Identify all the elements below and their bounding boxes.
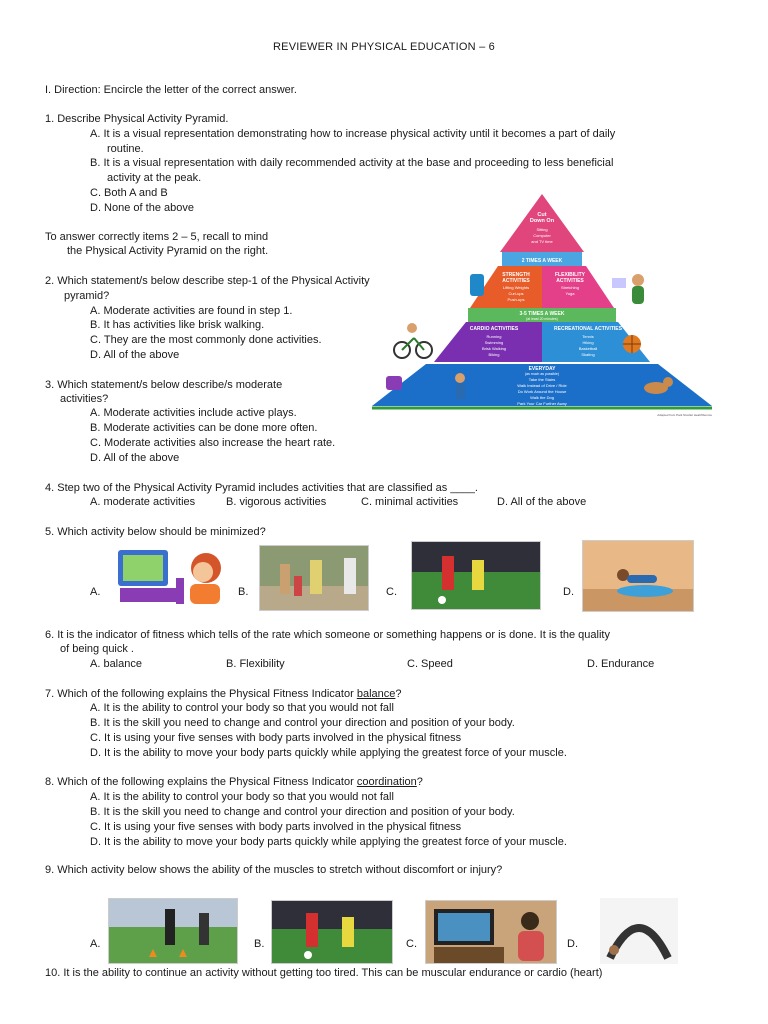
q2-question-cont: pyramid?: [64, 290, 110, 302]
q3-question-cont: activities?: [60, 393, 109, 405]
q9-image-b-soccer: [271, 900, 393, 964]
q4-option-a: A. moderate activities: [90, 496, 196, 508]
q6-option-a: A. balance: [90, 658, 142, 670]
pyr-base-sub: (as much as possible): [524, 372, 560, 376]
q5-image-b-walking-family: [259, 545, 369, 611]
pyr-strength-item-3: Push-ups: [507, 297, 525, 302]
q8-option-a: A. It is the ability to control your body so that you would not fall: [90, 791, 394, 803]
q9-image-d-backbend: [600, 898, 678, 964]
q9-question: 9. Which activity below shows the ability of the muscles to stretch without discomfort or injury?: [45, 864, 503, 876]
pyr-rec-item-2: Hiking: [582, 340, 594, 345]
q5-label-c: C.: [386, 586, 397, 598]
q5-image-a-computer-kid: [110, 544, 236, 612]
pyr-rec-item-3: Basketball: [578, 346, 598, 351]
pyr-base-item-5: Park Your Car Further Away: [517, 401, 567, 406]
q4-option-c: C. minimal activities: [361, 496, 459, 508]
pyr-top-item-1: Sitting: [536, 227, 548, 232]
pyr-cardio-item-3: Brisk Walking: [481, 346, 507, 351]
pyr-flex-1: FLEXIBILITY: [555, 272, 585, 278]
q4-question: 4. Step two of the Physical Activity Pyramid includes activities that are classified as ____.: [45, 482, 478, 494]
intro-line-2: the Physical Activity Pyramid on the right.: [67, 245, 269, 257]
pyr-level-3: 3-5 TIMES A WEEK: [519, 311, 565, 317]
intro-line-1: To answer correctly items 2 – 5, recall to mind: [45, 231, 269, 243]
walker-icon: [455, 373, 465, 383]
q9-label-d: D.: [567, 938, 578, 950]
soccer-icon: [412, 542, 540, 609]
pyr-base-item-2: Walk Instead of Drive / Ride: [517, 383, 567, 388]
q8-term: coordination: [356, 776, 417, 788]
strength-figure-icon: [470, 274, 484, 296]
pyr-flex-item-1: Stretching: [560, 285, 580, 290]
cyclist-icon: [407, 323, 417, 333]
q2-question: 2. Which statement/s below describe step-1 of the Physical Activity: [45, 275, 370, 287]
q7-question-text: 7. Which of the following explains the Physical Fitness Indicator: [45, 688, 357, 700]
q1-question: 1. Describe Physical Activity Pyramid.: [45, 113, 229, 125]
q3-option-b: B. Moderate activities can be done more often.: [90, 422, 318, 434]
pyr-base-item-1: Take the Stairs: [528, 377, 556, 382]
q4-option-b: B. vigorous activities: [226, 496, 327, 508]
pyr-top-item-3: and TV time: [531, 239, 553, 244]
q6-option-c: C. Speed: [407, 658, 453, 670]
pyr-strength-item-1: Lifting Weights: [502, 285, 530, 290]
q1-option-d: D. None of the above: [90, 202, 194, 214]
q9-image-a-agility-drill: [108, 898, 238, 964]
q8-option-d: D. It is the ability to move your body parts quickly while applying the greatest force of your muscle.: [90, 836, 567, 848]
q3-question: 3. Which statement/s below describe/s moderate: [45, 379, 283, 391]
direction-text: I. Direction: Encircle the letter of the correct answer.: [45, 84, 297, 96]
q8-question: [45, 775, 423, 790]
pyr-base-item-3: Do Work Around the House: [517, 389, 567, 394]
q1-option-b: B. It is a visual representation with daily recommended activity at the base and proceeding to less beneficial: [90, 157, 614, 169]
pyr-cardio: CARDIO ACTIVITIES: [469, 326, 519, 332]
q9-label-b: B.: [254, 938, 265, 950]
page-title: REVIEWER IN PHYSICAL EDUCATION – 6: [273, 41, 495, 53]
q5-label-d: D.: [563, 586, 574, 598]
q1-option-a: A. It is a visual representation demonstrating how to increase physical activity until it becomes a part of daily: [90, 128, 616, 140]
pyramid-graphic: [366, 192, 718, 418]
pyr-strength-item-2: Curl-ups: [508, 291, 524, 296]
pyr-rec-item-1: Tennis: [582, 334, 594, 339]
pyr-level-3-sub: (at least 20 minutes): [526, 317, 558, 321]
q9-label-a: A.: [90, 938, 101, 950]
agility-drill-icon: [109, 899, 237, 963]
pyr-level-2: 2 TIMES A WEEK: [521, 258, 563, 264]
tv-icon: [612, 278, 626, 288]
q1-option-b-cont: activity at the peak.: [107, 172, 202, 184]
physical-activity-pyramid: [366, 192, 718, 418]
pyr-strength-2: ACTIVITIES: [502, 278, 530, 284]
pyr-top-1: Cut: [537, 212, 547, 218]
pyr-rec: RECREATIONAL ACTIVITIES: [554, 326, 622, 332]
q6-option-b: B. Flexibility: [226, 658, 285, 670]
q6-question-cont: of being quick .: [60, 643, 134, 655]
q2-option-a: A. Moderate activities are found in step 1.: [90, 305, 293, 317]
q7-option-b: B. It is the skill you need to change and control your direction and position of your body.: [90, 717, 515, 729]
q5-label-a: A.: [90, 586, 101, 598]
pyr-rec-item-4: Skating: [581, 352, 595, 357]
vacuum-icon: [386, 376, 402, 390]
pyr-cardio-item-4: Biking: [488, 352, 500, 357]
stretching-icon: [583, 541, 693, 611]
q2-option-d: D. All of the above: [90, 349, 180, 361]
pyr-flex-item-2: Yoga: [565, 291, 575, 296]
computer-kid-icon: [110, 544, 236, 612]
q2-option-c: C. They are the most commonly done activities.: [90, 334, 322, 346]
pyr-strength-1: STRENGTH: [502, 272, 530, 278]
pyr-cardio-item-2: Swimming: [484, 340, 504, 345]
q6-question: 6. It is the indicator of fitness which tells of the rate which someone or something happens or is done. It is the quality: [45, 629, 610, 641]
q3-option-a: A. Moderate activities include active plays.: [90, 407, 297, 419]
pyr-base: EVERYDAY: [528, 366, 556, 372]
q5-question: 5. Which activity below should be minimized?: [45, 526, 266, 538]
video-game-icon: [426, 901, 556, 963]
q7-option-d: D. It is the ability to move your body parts quickly while applying the greatest force of your muscle.: [90, 747, 567, 759]
soccer-icon: [272, 901, 392, 963]
q7-option-c: C. It is using your five senses with body parts involved in the physical fitness: [90, 732, 462, 744]
pyr-source: Adapted from Park Nicollet HealthSource: [657, 413, 712, 417]
q1-option-c: C. Both A and B: [90, 187, 168, 199]
q7-question: [45, 687, 402, 702]
pyr-cardio-item-1: Running: [486, 334, 502, 339]
q5-label-b: B.: [238, 586, 249, 598]
q8-question-end: ?: [416, 776, 423, 788]
q8-question-text: 8. Which of the following explains the Physical Fitness Indicator: [45, 776, 357, 788]
q9-image-c-gaming: [425, 900, 557, 964]
backbend-icon: [600, 898, 678, 964]
pyr-top-2: Down On: [529, 218, 555, 224]
q5-image-c-soccer: [411, 541, 541, 610]
q3-option-c: C. Moderate activities also increase the heart rate.: [90, 437, 336, 449]
q7-question-end: ?: [395, 688, 402, 700]
q3-option-d: D. All of the above: [90, 452, 180, 464]
q1-option-a-cont: routine.: [107, 143, 144, 155]
q7-option-a: A. It is the ability to control your body so that you would not fall: [90, 702, 394, 714]
pyr-flex-2: ACTIVITIES: [556, 278, 584, 284]
pyr-top-item-2: Computer: [533, 233, 551, 238]
q10-question: 10. It is the ability to continue an activity without getting too tired. This can be muscular endurance or cardio (heart): [45, 967, 603, 979]
q5-image-d-stretching: [582, 540, 694, 612]
q2-option-b: B. It has activities like brisk walking.: [90, 319, 265, 331]
q6-option-d: D. Endurance: [587, 658, 655, 670]
flex-figure-icon: [632, 274, 644, 286]
q7-term: balance: [356, 688, 396, 700]
q9-label-c: C.: [406, 938, 417, 950]
q8-option-c: C. It is using your five senses with body parts involved in the physical fitness: [90, 821, 462, 833]
pyr-base-item-4: Walk the Dog: [530, 395, 554, 400]
family-walking-icon: [260, 546, 368, 610]
q8-option-b: B. It is the skill you need to change and control your direction and position of your body.: [90, 806, 515, 818]
q4-option-d: D. All of the above: [497, 496, 587, 508]
